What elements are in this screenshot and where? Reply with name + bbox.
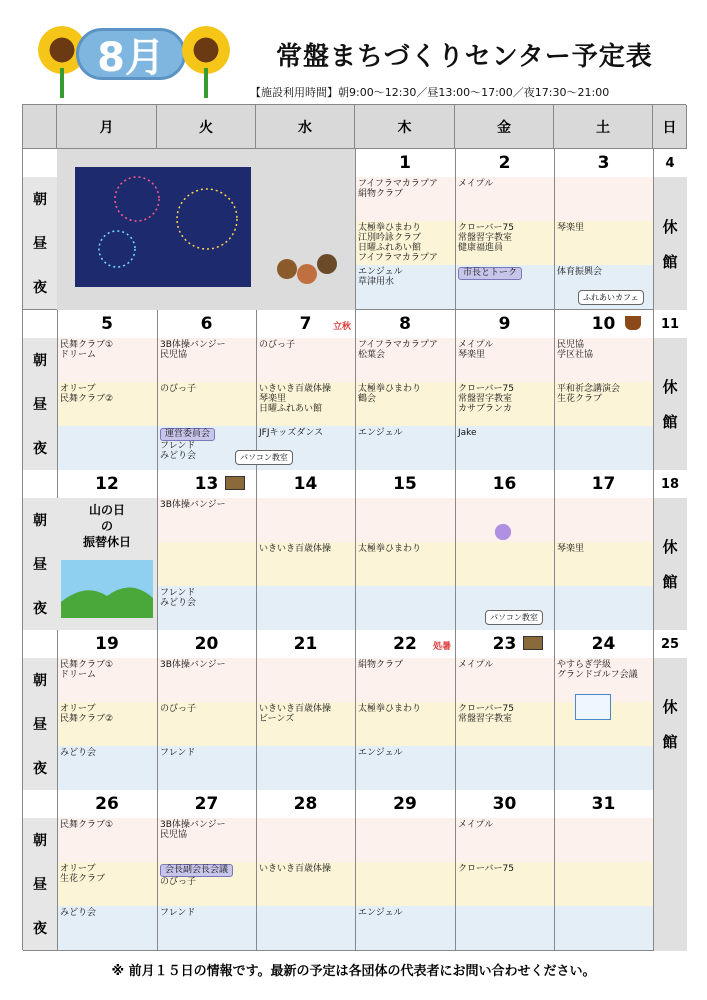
event-text: みどり会: [60, 748, 97, 758]
schedule-cell: [355, 658, 455, 702]
closed-column: [653, 177, 687, 310]
event-text: オリーブ 民舞クラブ②: [60, 384, 114, 404]
event-text: 3B体操バンジー: [160, 660, 226, 670]
holiday-label: 山の日 の 振替休日: [82, 503, 131, 549]
event-text: のびっ子: [160, 384, 197, 394]
sunday-date: 18: [653, 470, 687, 498]
date-cell: 23: [492, 634, 517, 654]
event-text: 琴楽里: [557, 223, 585, 233]
closed-label: 休: [662, 217, 678, 236]
schedule-cell: [554, 498, 653, 542]
schedule-cell: [256, 818, 355, 862]
weekday-header-1: 火: [157, 105, 256, 149]
event-text: 太極拳ひまわり: [358, 704, 422, 714]
grid-line: [157, 630, 158, 790]
event-badge: 市長とトーク: [458, 267, 522, 280]
closed-label: 休: [662, 698, 678, 716]
date-cell: 28: [293, 794, 318, 814]
grid-line: [455, 790, 456, 951]
weekday-header-row: [23, 105, 687, 149]
schedule-cell: [256, 542, 355, 586]
grid-line: [355, 630, 356, 790]
date-cell: 30: [492, 794, 517, 814]
date-cell: 12: [95, 474, 119, 494]
date-cell: 6: [200, 314, 213, 334]
date-cell: 17: [591, 474, 616, 494]
event-text: 太極拳ひまわり: [358, 544, 422, 554]
closed-column: [653, 498, 687, 630]
week-3: [23, 470, 687, 630]
schedule-cell: [455, 658, 554, 702]
sunday-date: 4: [653, 149, 687, 177]
closed-label: 館: [662, 733, 678, 751]
closed-column: [653, 790, 687, 951]
schedule-cell: [57, 426, 157, 470]
event-text: 3B体操バンジー 民児協: [160, 820, 226, 840]
flower-icon: [489, 518, 517, 546]
slot-label-yoru: 夜: [23, 746, 57, 790]
grid-line: [653, 310, 654, 470]
schedule-cell: [355, 177, 455, 221]
event-text: みどり会: [60, 908, 97, 918]
event-text: 平和祈念講演会 生花クラブ: [557, 384, 621, 404]
week-5: [23, 790, 687, 951]
weekday-header-0: 月: [57, 105, 157, 149]
footer-note: ※ 前月１５日の情報です。最新の予定は各団体の代表者にお問い合わせください。: [111, 964, 596, 979]
schedule-cell: [57, 658, 157, 702]
date-cell: 3: [597, 153, 610, 173]
event-badge: 会長副会長会議: [160, 864, 233, 877]
grid-line: [256, 790, 257, 951]
schedule-cell: [455, 702, 554, 746]
schedule-cell: [355, 338, 455, 382]
schedule-cell: [256, 498, 355, 542]
date-cell: 14: [293, 474, 318, 494]
laptop-icon: [523, 636, 543, 650]
schedule-cell: [157, 658, 256, 702]
schedule-cell: [157, 818, 256, 862]
date-cell: 8: [399, 314, 411, 334]
grid-line: [355, 470, 356, 630]
schedule-cell: [355, 862, 455, 906]
schedule-cell: [455, 265, 554, 309]
event-text: オリーブ 民舞クラブ②: [60, 704, 114, 724]
schedule-cell: [355, 426, 455, 470]
event-text: エンジェル 草津用水: [358, 267, 403, 287]
schedule-cell: [355, 221, 455, 265]
week-1: [23, 149, 687, 310]
slot-label-hiru: 昼: [23, 542, 57, 586]
slot-label-asa: 朝: [23, 818, 57, 862]
event-text: クローバー75 常盤習字教室: [458, 704, 515, 724]
event-text: フレンド みどり会: [160, 588, 197, 608]
schedule-cell: [256, 906, 355, 950]
week-4: [23, 630, 687, 790]
grid-line: [653, 470, 654, 630]
schedule-cell: [57, 862, 157, 906]
event-text: いきいき百歳体操 ビーンズ: [259, 704, 332, 724]
schedule-cell: [157, 862, 256, 906]
grid-line: [455, 149, 456, 310]
event-text: フレンド みどり会: [160, 441, 197, 461]
laptop-icon: [225, 476, 245, 490]
grid-line: [653, 790, 654, 951]
slot-label-asa: 朝: [23, 177, 57, 221]
schedule-cell: [57, 818, 157, 862]
event-text: 民児協 学区社協: [557, 340, 594, 360]
event-text: オリーブ 生花クラブ: [60, 864, 106, 884]
slot-label-yoru: 夜: [23, 906, 57, 950]
event-badge: 運営委員会: [160, 428, 215, 441]
date-cell: 7: [299, 314, 312, 334]
closed-label: 館: [662, 573, 678, 591]
schedule-cell: [455, 818, 554, 862]
schedule-cell: [355, 542, 455, 586]
closed-label: 館: [662, 252, 678, 271]
date-cell: 1: [399, 153, 411, 173]
schedule-cell: [57, 746, 157, 790]
grid-line: [57, 630, 58, 790]
page-header: [0, 0, 707, 104]
schedule-cell: [355, 818, 455, 862]
weekday-header-6: 日: [653, 105, 687, 149]
grid-line: [157, 470, 158, 630]
schedule-cell: [355, 746, 455, 790]
event-text: Jake: [458, 428, 477, 438]
schedule-cell: [157, 338, 256, 382]
weekday-header-3: 木: [355, 105, 455, 149]
event-text: フレンド: [160, 908, 196, 918]
schedule-cell: [157, 542, 256, 586]
schedule-cell: [157, 382, 256, 426]
event-text: のびっ子: [160, 704, 197, 714]
schedule-cell: [355, 906, 455, 950]
grid-line: [653, 149, 654, 310]
event-text: やすらぎ学級 グランドゴルフ会議: [557, 660, 638, 680]
date-cell: 22: [393, 634, 417, 654]
slot-label-hiru: 昼: [23, 702, 57, 746]
event-text: フイフラマカラプア 松葉会: [358, 340, 438, 360]
schedule-cell: [554, 382, 653, 426]
schedule-cell: [554, 177, 653, 221]
grid-line: [554, 790, 555, 951]
calendar-grid: [22, 104, 686, 950]
event-text: 民舞クラブ①: [60, 820, 114, 830]
event-text: いきいき百歳体操: [259, 544, 332, 554]
grid-line: [455, 630, 456, 790]
slot-label-hiru: 昼: [23, 382, 57, 426]
schedule-cell: [455, 382, 554, 426]
schedule-cell: [355, 702, 455, 746]
grid-line: [256, 630, 257, 790]
schedule-cell: [256, 586, 355, 630]
date-cell: 26: [95, 794, 119, 814]
weekday-header-4: 金: [455, 105, 554, 149]
grid-line: [554, 310, 555, 470]
grid-line: [157, 310, 158, 470]
date-cell: 9: [498, 314, 511, 334]
event-text: フイフラマカラプア 絹物クラブ: [358, 179, 438, 199]
schedule-cell: [554, 586, 653, 630]
event-text: のびっ子: [259, 340, 296, 350]
schedule-cell: [455, 426, 554, 470]
schedule-cell: [355, 382, 455, 426]
event-text: 太極拳ひまわり 江別吟詠クラブ 日曜ふれあい館 フイフラマカラプア: [358, 223, 438, 263]
date-cell: 5: [101, 314, 113, 334]
event-text: JFJキッズダンス: [259, 428, 324, 438]
schedule-cell: [57, 702, 157, 746]
schedule-cell: [455, 177, 554, 221]
schedule-cell: [554, 338, 653, 382]
date-cell: 27: [194, 794, 219, 814]
sunday-date: 11: [653, 310, 687, 338]
grid-line: [355, 790, 356, 951]
week-2: [23, 310, 687, 470]
date-cell: 31: [591, 794, 616, 814]
schedule-cell: [554, 906, 653, 950]
closed-column: [653, 658, 687, 790]
grid-line: [653, 630, 654, 790]
slot-label-hiru: 昼: [23, 221, 57, 265]
schedule-cell: [157, 586, 256, 630]
mountain-day-block: [57, 498, 157, 630]
date-cell: 21: [293, 634, 318, 654]
schedule-cell: [256, 746, 355, 790]
shosho-note: 処暑: [433, 642, 452, 652]
event-text: 絹物クラブ: [358, 660, 404, 670]
closed-label: 館: [662, 413, 678, 431]
fireworks-illustration: [57, 149, 355, 310]
schedule-cell: [455, 906, 554, 950]
schedule-cell: [57, 382, 157, 426]
schedule-cell: [256, 382, 355, 426]
grid-line: [256, 470, 257, 630]
grid-line: [355, 149, 356, 310]
date-cell: 24: [591, 634, 616, 654]
event-text: いきいき百歳体操 琴楽里 日曜ふれあい館: [259, 384, 332, 414]
event-text: メイプル: [458, 820, 494, 830]
event-text: メイプル: [458, 179, 494, 189]
schedule-cell: [57, 906, 157, 950]
schedule-cell: [554, 542, 653, 586]
slot-label-asa: 朝: [23, 338, 57, 382]
grid-line: [157, 790, 158, 951]
schedule-cell: [455, 338, 554, 382]
event-text: のびっ子: [160, 877, 197, 887]
schedule-cell: [355, 586, 455, 630]
date-cell: 15: [393, 474, 417, 494]
schedule-cell: [256, 702, 355, 746]
weekday-header-2: 水: [256, 105, 355, 149]
schedule-cell: [554, 862, 653, 906]
date-cell: 13: [194, 474, 219, 494]
schedule-cell: [157, 906, 256, 950]
closed-label: 休: [662, 378, 678, 396]
schedule-cell: [355, 265, 455, 309]
event-text: クローバー75 常盤習字教室 健康福進員: [458, 223, 515, 253]
slot-label-yoru: 夜: [23, 265, 57, 309]
weekday-header-5: 土: [554, 105, 653, 149]
sunday-date: 25: [653, 630, 687, 658]
closed-label: 休: [662, 538, 678, 556]
page-title: 常盤まちづくりセンター予定表: [276, 42, 653, 72]
date-cell: 20: [194, 634, 219, 654]
grid-line: [256, 310, 257, 470]
grid-line: [57, 310, 58, 470]
event-text: クローバー75 常盤習字教室 カサブランカ: [458, 384, 515, 414]
event-text: 3B体操バンジー: [160, 500, 226, 510]
sunflower-right-icon: [182, 26, 230, 74]
slot-label-asa: 朝: [23, 498, 57, 542]
grid-line: [57, 790, 58, 951]
schedule-cell: [455, 746, 554, 790]
event-text: メイプル 琴楽里: [458, 340, 494, 360]
event-text: メイプル: [458, 660, 494, 670]
slot-label-yoru: 夜: [23, 426, 57, 470]
event-text: エンジェル: [358, 748, 403, 758]
schedule-cell: [157, 746, 256, 790]
grid-line: [355, 310, 356, 470]
event-text: エンジェル: [358, 908, 403, 918]
event-text: 琴楽里: [557, 544, 585, 554]
schedule-cell: [455, 221, 554, 265]
event-text: エンジェル: [358, 428, 403, 438]
book-icon: [575, 694, 611, 720]
grid-line: [554, 630, 555, 790]
pc-class-callout: パソコン教室: [485, 610, 543, 625]
event-text: クローバー75: [458, 864, 515, 874]
schedule-cell: [455, 542, 554, 586]
facility-hours: 【施設利用時間】朝9:00～12:30／昼13:00～17:00／夜17:30～21:00: [250, 86, 610, 99]
month-badge: 8月: [76, 28, 186, 80]
date-cell: 29: [393, 794, 417, 814]
weekday-header-blank: [23, 105, 57, 149]
schedule-cell: [554, 746, 653, 790]
risshu-note: 立秋: [333, 322, 352, 332]
schedule-cell: [157, 702, 256, 746]
fureai-cafe-callout: ふれあいカフェ: [578, 290, 644, 305]
schedule-cell: [554, 221, 653, 265]
slot-label-asa: 朝: [23, 658, 57, 702]
schedule-cell: [256, 658, 355, 702]
closed-column: [653, 338, 687, 470]
grid-line: [554, 470, 555, 630]
grid-line: [554, 149, 555, 310]
pc-class-callout: パソコン教室: [235, 450, 293, 465]
slot-label-hiru: 昼: [23, 862, 57, 906]
grid-line: [455, 470, 456, 630]
grid-line: [455, 310, 456, 470]
date-cell: 2: [498, 153, 511, 173]
schedule-cell: [554, 818, 653, 862]
event-text: いきいき百歳体操: [259, 864, 332, 874]
date-cell: 19: [95, 634, 119, 654]
event-text: 体育振興会: [557, 267, 603, 277]
schedule-cell: [355, 498, 455, 542]
schedule-cell: [256, 338, 355, 382]
event-text: フレンド: [160, 748, 196, 758]
event-text: 3B体操バンジー 民児協: [160, 340, 226, 360]
date-cell: 10: [591, 314, 616, 334]
schedule-cell: [157, 498, 256, 542]
event-text: 民舞クラブ① ドリーム: [60, 340, 114, 360]
coffee-cup-icon: [625, 316, 641, 330]
date-cell: 16: [492, 474, 517, 494]
schedule-cell: [554, 426, 653, 470]
slot-label-yoru: 夜: [23, 586, 57, 630]
schedule-cell: [57, 338, 157, 382]
event-text: 太極拳ひまわり 鶴会: [358, 384, 422, 404]
schedule-cell: [256, 862, 355, 906]
event-text: 民舞クラブ① ドリーム: [60, 660, 114, 680]
schedule-cell: [455, 862, 554, 906]
